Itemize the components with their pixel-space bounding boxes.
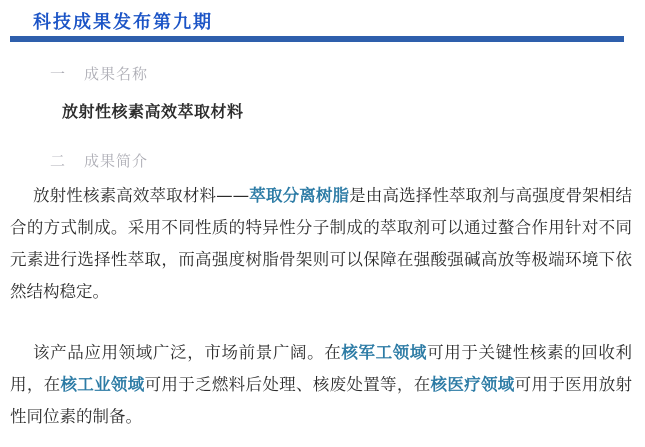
section-heading-intro <box>50 153 645 170</box>
intro-paragraph-2 <box>10 337 632 433</box>
section-number: 二 <box>50 152 67 170</box>
section-number: 一 <box>50 65 67 83</box>
title-underline-bar <box>10 36 624 42</box>
section-heading-name <box>50 66 645 83</box>
highlighted-term: 萃取分离树脂 <box>249 186 350 205</box>
text-segment: 是由高选择性萃取剂与高强度骨架相结合的方式制成。采用不同性质的特异性分子制成的萃取剂可以通过螯合作用针对不同元素进行选择性萃取，而高强度树脂骨架则可以保障在强酸强碱高放等极端环境下依然结构稳定。 <box>10 186 633 301</box>
text-segment: 可用于乏燃料后处理、核废处置等，在 <box>144 375 431 394</box>
text-segment: 放射性核素高效萃取材料—— <box>33 186 250 205</box>
section-label: 成果名称 <box>84 65 149 83</box>
text-segment: 可用于医用放射性同位素的制备。 <box>10 375 633 426</box>
text-segment: 该产品应用领域广泛，市场前景广阔。在 <box>33 343 342 362</box>
highlighted-term: 核军工领域 <box>341 343 428 362</box>
section-label: 成果简介 <box>84 152 149 170</box>
highlighted-term: 核医疗领域 <box>430 375 515 394</box>
page-title: 科技成果发布第九期 <box>33 12 213 33</box>
intro-paragraph-1 <box>10 180 632 308</box>
text-segment: 可用于关键性核素的回收利用，在 <box>10 343 633 394</box>
highlighted-term: 核工业领域 <box>60 375 145 394</box>
achievement-name: 放射性核素高效萃取材料 <box>62 102 244 121</box>
